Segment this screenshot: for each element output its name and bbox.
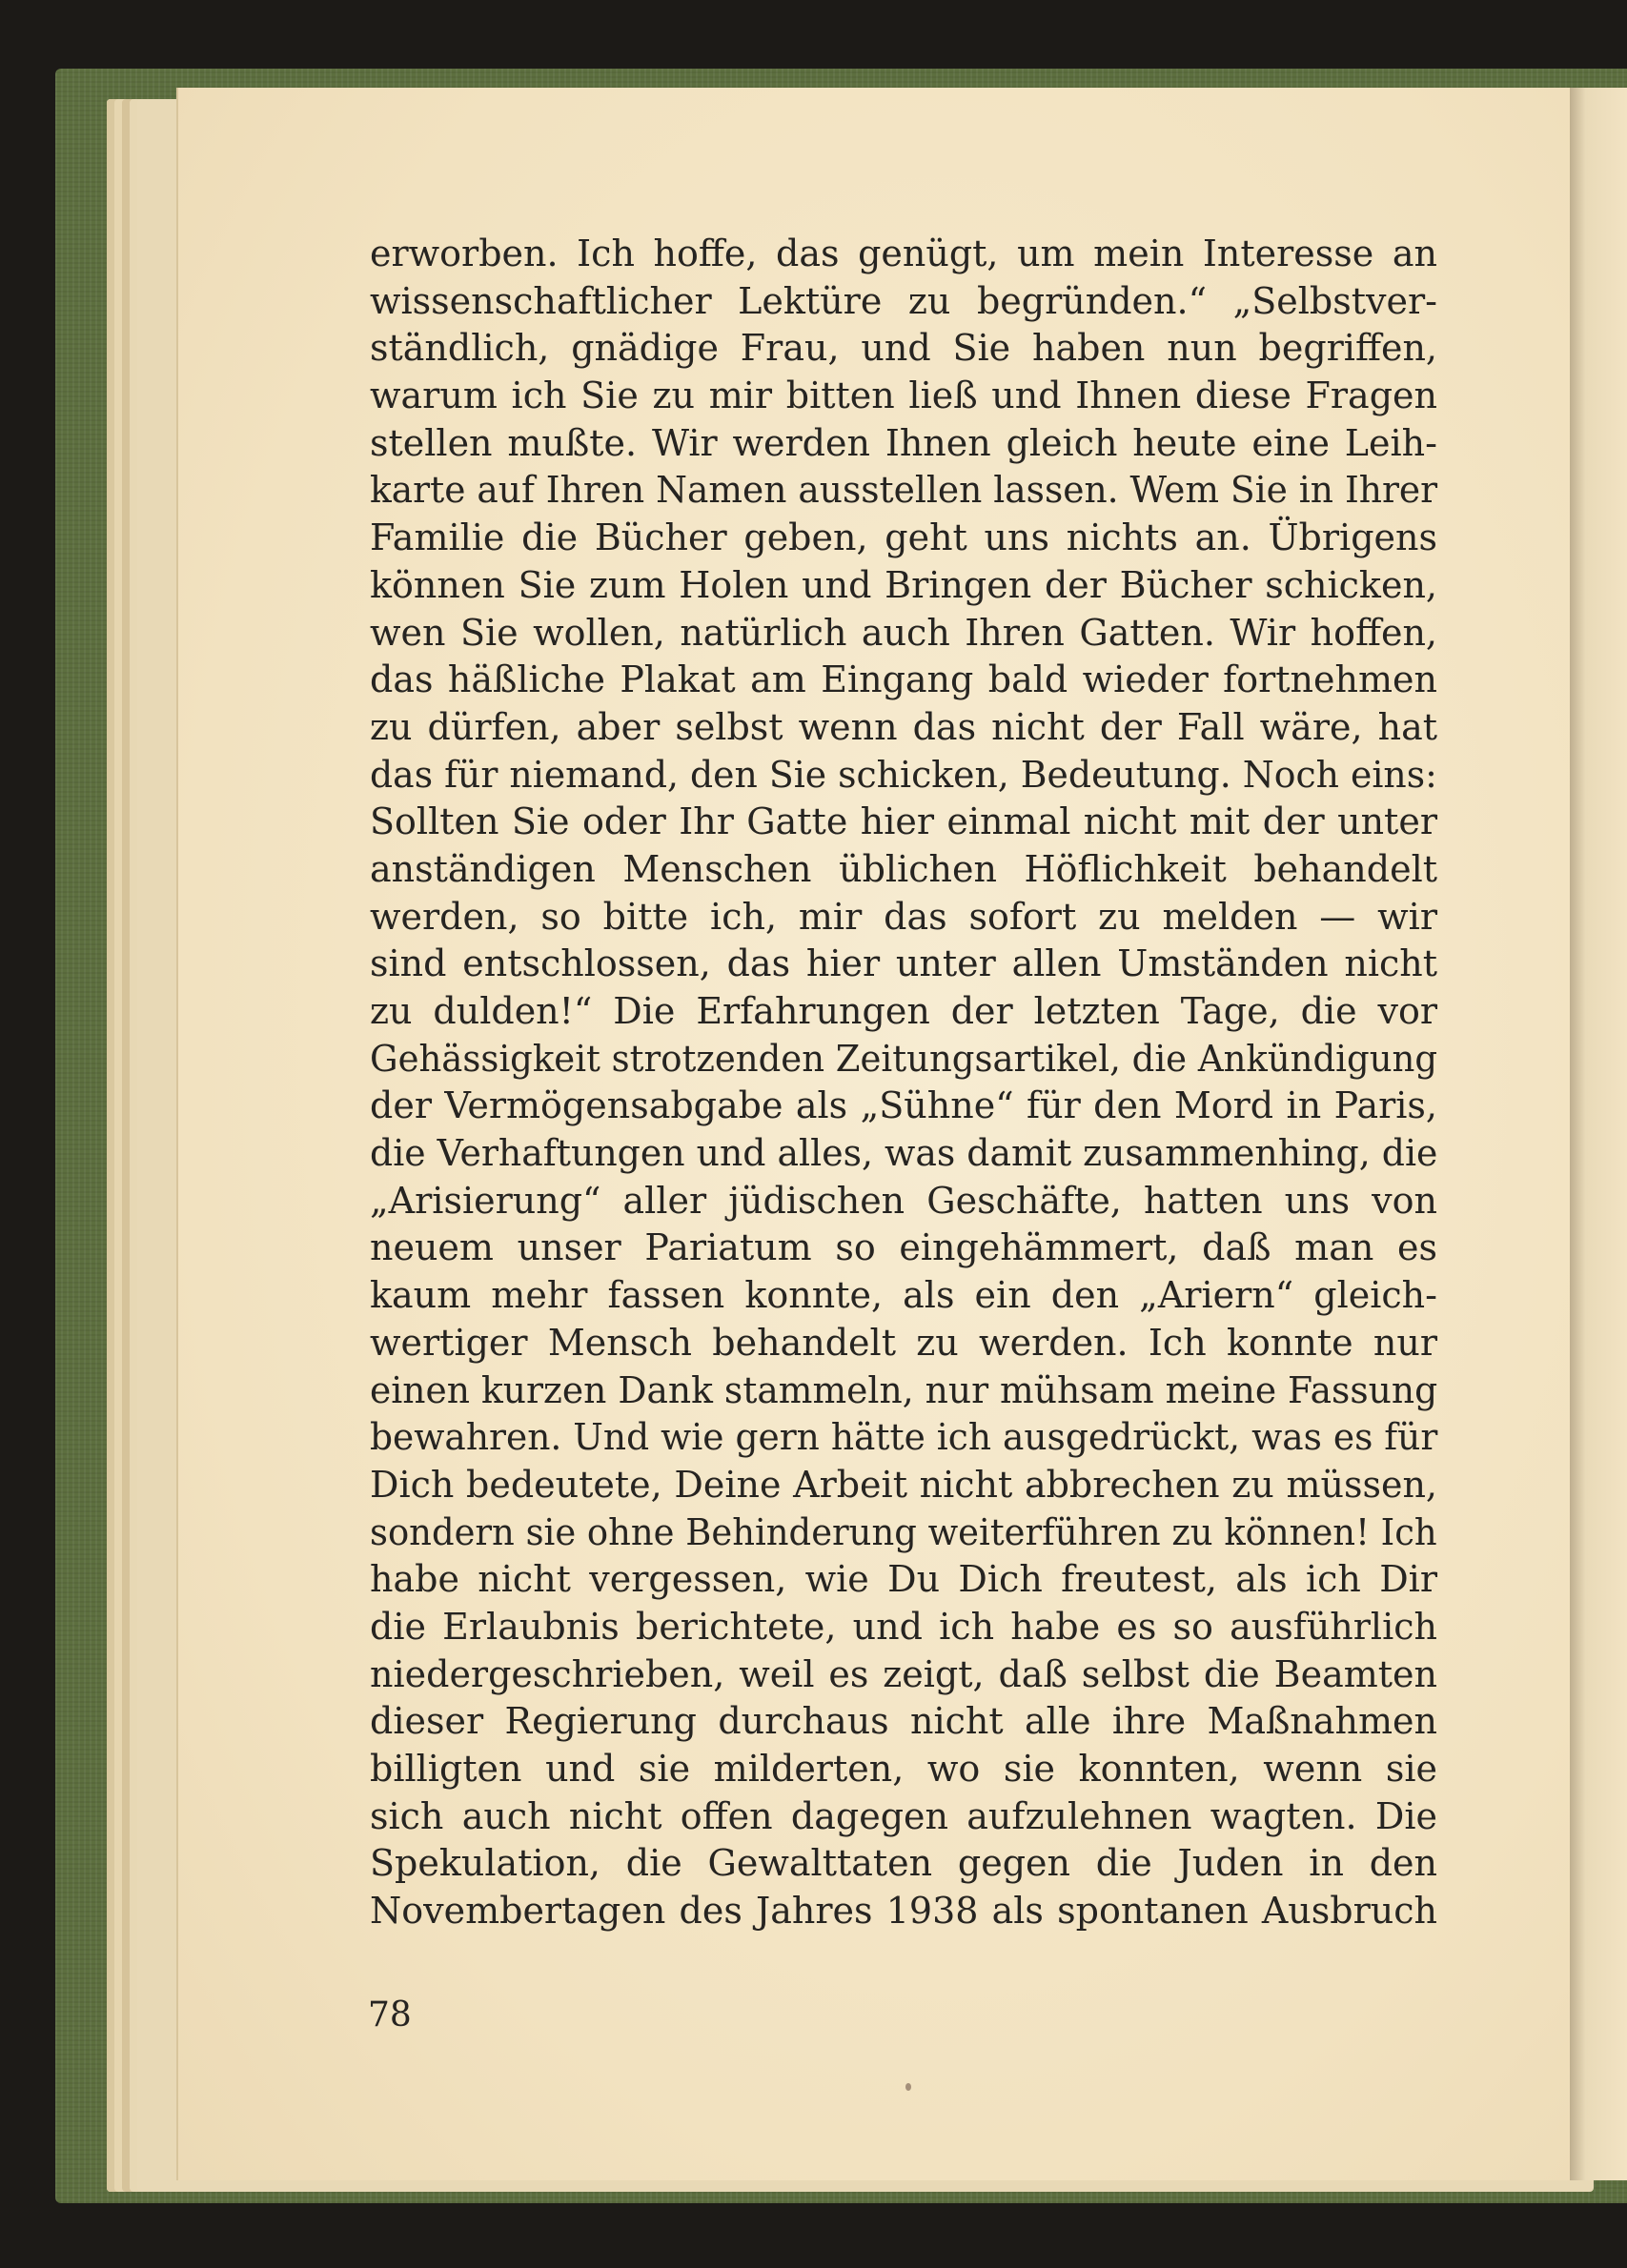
text-line: zu dulden!“ Die Erfahrungen der letzten Tage, die vor bbox=[370, 990, 1437, 1032]
text-line: sondern sie ohne Behinderung weiterführen zu können! Ich bbox=[370, 1510, 1437, 1553]
text-line: „Arisierung“ aller jüdischen Geschäfte, hatten uns von bbox=[370, 1179, 1437, 1222]
text-line: der Vermögensabgabe als „Sühne“ für den Mord in Paris, bbox=[370, 1084, 1437, 1127]
body-text bbox=[370, 231, 1437, 1935]
text-line: Novembertagen des Jahres 1938 als spontanen Ausbruch bbox=[370, 1890, 1437, 1933]
text-line: einen kurzen Dank stammeln, nur mühsam meine Fassung bbox=[370, 1368, 1438, 1411]
text-line: Sollten Sie oder Ihr Gatte hier einmal nicht mit der unter bbox=[370, 800, 1437, 843]
text-line: Gehässigkeit strotzenden Zeitungsartikel, die Ankündigung bbox=[370, 1037, 1438, 1080]
text-line: erworben. Ich hoffe, das genügt, um mein Interesse an bbox=[370, 233, 1437, 274]
text-line: stellen mußte. Wir werden Ihnen gleich heute eine Leih- bbox=[370, 421, 1437, 464]
text-line: anständigen Menschen üblichen Höflichkeit behandelt bbox=[370, 847, 1437, 890]
text-line: warum ich Sie zu mir bitten ließ und Ihnen diese Fragen bbox=[370, 375, 1437, 417]
text-line: die Erlaubnis berichtete, und ich habe es so ausführlich bbox=[370, 1605, 1437, 1648]
text-line: wissenschaftlicher Lektüre zu begründen.“ „Selbstver- bbox=[370, 279, 1437, 322]
text-line: werden, so bitte ich, mir das sofort zu melden — wir bbox=[370, 895, 1437, 938]
text-line: sind entschlossen, das hier unter allen Umständen nicht bbox=[370, 942, 1437, 985]
text-line: kaum mehr fassen konnte, als ein den „Ariern“ gleich- bbox=[370, 1274, 1437, 1317]
text-line: Dich bedeutete, Deine Arbeit nicht abbrechen zu müssen, bbox=[370, 1463, 1437, 1506]
page-number: 78 bbox=[368, 1995, 412, 2035]
text-line: die Verhaftungen und alles, was damit zusammenhing, die bbox=[370, 1132, 1438, 1175]
text-line: zu dürfen, aber selbst wenn das nicht der Fall wäre, hat bbox=[370, 705, 1437, 748]
text-line: neuem unser Pariatum so eingehämmert, daß man es bbox=[370, 1226, 1437, 1269]
text-line: habe nicht vergessen, wie Du Dich freutest, als ich Dir bbox=[370, 1558, 1437, 1601]
text-line: karte auf Ihren Namen ausstellen lassen. Wem Sie in Ihrer bbox=[370, 469, 1438, 512]
text-line: das für niemand, den Sie schicken, Bedeutung. Noch eins: bbox=[370, 753, 1437, 796]
text-line: können Sie zum Holen und Bringen der Bücher schicken, bbox=[370, 563, 1437, 606]
text-line: wen Sie wollen, natürlich auch Ihren Gatten. Wir hoffen, bbox=[370, 611, 1437, 654]
text-line: Familie die Bücher geben, geht uns nichts an. Übrigens bbox=[370, 516, 1437, 559]
text-line: sich auch nicht offen dagegen aufzulehnen wagten. Die bbox=[370, 1794, 1437, 1837]
ink-speck bbox=[905, 2083, 911, 2091]
text-line: billigten und sie milderten, wo sie konnten, wenn sie bbox=[370, 1748, 1437, 1790]
text-line: wertiger Mensch behandelt zu werden. Ich konnte nur bbox=[370, 1321, 1437, 1364]
text-line: dieser Regierung durchaus nicht alle ihre Maßnahmen bbox=[370, 1700, 1437, 1743]
text-line: das häßliche Plakat am Eingang bald wieder fortnehmen bbox=[370, 658, 1437, 701]
text-line: niedergeschrieben, weil es zeigt, daß selbst die Beamten bbox=[370, 1652, 1437, 1695]
text-line: Spekulation, die Gewalttaten gegen die Juden in den bbox=[370, 1842, 1437, 1885]
facing-page-edge bbox=[1568, 88, 1627, 2180]
text-line: ständlich, gnädige Frau, und Sie haben nun begriffen, bbox=[370, 327, 1437, 370]
text-line: bewahren. Und wie gern hätte ich ausgedrückt, was es für bbox=[370, 1416, 1438, 1459]
